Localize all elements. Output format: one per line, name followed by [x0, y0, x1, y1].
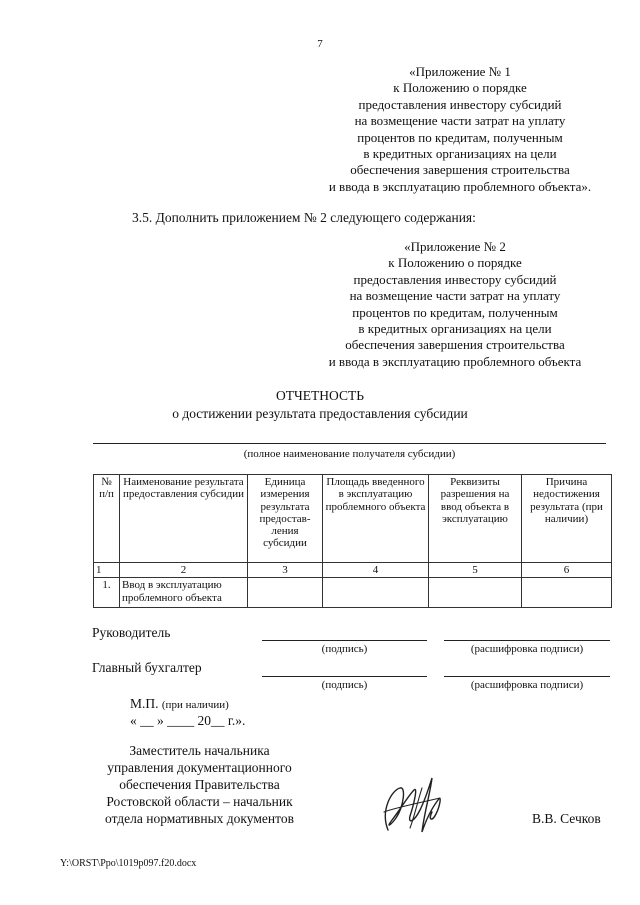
table-cell: [429, 578, 522, 608]
signer-name: В.В. Сечков: [532, 811, 601, 826]
handwritten-signature: [370, 770, 455, 842]
report-title: ОТЧЕТНОСТЬ: [276, 388, 364, 403]
recipient-caption: (полное наименование получателя субсидии): [243, 448, 456, 460]
recipient-name-line: [93, 443, 606, 444]
appendix-2-heading: «Приложение № 2 к Положению о порядке предоставления инвестору субсидий на возмещение части затрат на уплату процентов по кредитам, полученным в кредитных организациях на цели обеспечения завершения строительства и ввода в эксплуатацию проблемного объекта: [328, 239, 582, 369]
header-cell: Причина недостижения результата (при наличии): [522, 475, 612, 563]
head-decode-caption: (расшифровка подписи): [470, 643, 584, 655]
header-cell: Единица измерения результата предостав-ления субсидии: [248, 475, 323, 563]
accountant-decode-caption: (расшифровка подписи): [470, 679, 584, 691]
table-header-row: [94, 475, 612, 563]
table-cell: Ввод в эксплуатацию проблемного объекта: [120, 578, 248, 608]
number-cell: 2: [120, 563, 248, 578]
signer-position: Заместитель начальника управления документационного обеспечения Правительства Ростовской области – начальник отдела нормативных документов: [105, 743, 294, 826]
table-cell: 1.: [94, 578, 120, 608]
accountant-label: Главный бухгалтер: [92, 660, 202, 675]
report-table: [93, 474, 612, 608]
report-subtitle: о достижении результата предоставления субсидии: [172, 406, 468, 421]
footer-file-path: Y:\ORST\Ppo\1019p097.f20.docx: [60, 858, 197, 869]
table-row: [94, 578, 612, 608]
table-cell: [323, 578, 429, 608]
number-cell: 1: [94, 563, 120, 578]
header-cell: Реквизиты разрешения на ввод объекта в эксплуатацию: [429, 475, 522, 563]
page-number: 7: [317, 38, 323, 50]
number-cell: 5: [429, 563, 522, 578]
stamp-place: М.П. (при наличии): [130, 696, 229, 711]
accountant-sign-caption: (подпись): [321, 679, 368, 691]
head-sign-caption: (подпись): [321, 643, 368, 655]
number-cell: 4: [323, 563, 429, 578]
number-cell: 6: [522, 563, 612, 578]
accountant-decode-line: [444, 676, 610, 677]
head-signature-line: [262, 640, 427, 641]
number-cell: 3: [248, 563, 323, 578]
table-number-row: [94, 563, 612, 578]
head-decode-line: [444, 640, 610, 641]
table-cell: [522, 578, 612, 608]
head-label: Руководитель: [92, 625, 171, 640]
table-cell: [248, 578, 323, 608]
header-cell: № п/п: [94, 475, 120, 563]
header-cell: Площадь введенного в эксплуатацию проблемного объекта: [323, 475, 429, 563]
accountant-signature-line: [262, 676, 427, 677]
date-line: « __ » ____ 20__ г.».: [130, 713, 246, 728]
amendment-paragraph: 3.5. Дополнить приложением № 2 следующего содержания:: [132, 210, 476, 225]
header-cell: Наименование результата предоставления субсидии: [120, 475, 248, 563]
appendix-1-heading: «Приложение № 1 к Положению о порядке предоставления инвестору субсидий на возмещение части затрат на уплату процентов по кредитам, полученным в кредитных организациях на цели обеспечения завершения строительства и ввода в эксплуатацию проблемного объекта».: [328, 64, 592, 194]
